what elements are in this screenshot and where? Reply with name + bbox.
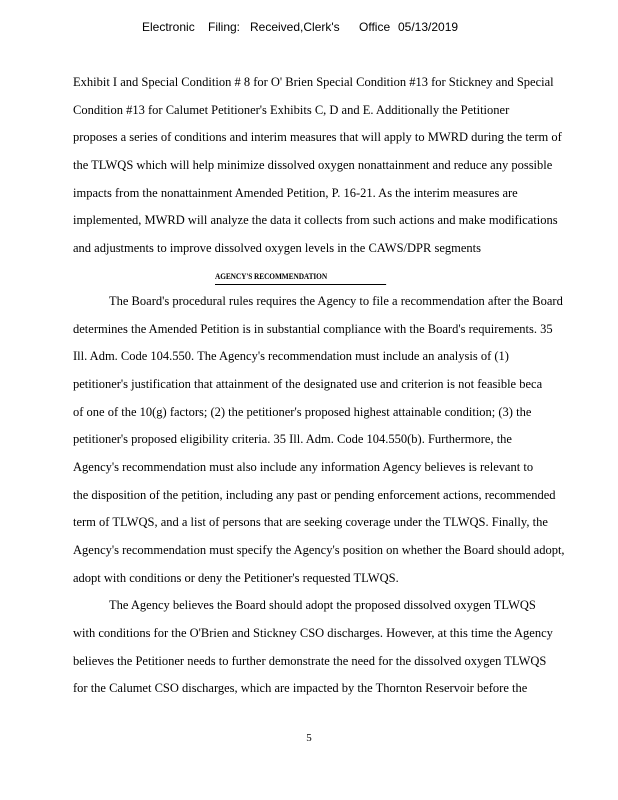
- text-line: Condition #13 for Calumet Petitioner's Exhibits C, D and E. Additionally the Petitioner: [73, 102, 510, 117]
- text-line: of one of the 10(g) factors; (2) the petitioner's proposed highest attainable condition; (3) the: [73, 404, 532, 419]
- text-line: term of TLWQS, and a list of persons that are seeking coverage under the TLWQS. Finally, the: [73, 515, 548, 530]
- section-heading-text: AGENCY'S RECOMMENDATION: [215, 271, 386, 285]
- header-electronic: Electronic: [142, 20, 195, 34]
- text-line: Exhibit I and Special Condition # 8 for O' Brien Special Condition #13 for Stickney and Special: [73, 75, 554, 89]
- text-line: petitioner's justification that attainment of the designated use and criterion is not feasible beca: [73, 376, 543, 391]
- text-line: with conditions for the O'Brien and Stickney CSO discharges. However, at this time the Agency: [73, 626, 553, 641]
- text-line: petitioner's proposed eligibility criteria. 35 Ill. Adm. Code 104.550(b). Furthermore, the: [73, 432, 512, 447]
- text-line: proposes a series of conditions and interim measures that will apply to MWRD during the term of: [73, 130, 562, 145]
- text-line: determines the Amended Petition is in substantial compliance with the Board's requirements. 35: [73, 321, 553, 336]
- text-line: believes the Petitioner needs to further demonstrate the need for the dissolved oxygen TLWQS: [73, 653, 547, 668]
- header-office: Office: [359, 20, 391, 34]
- header-filing: Filing:: [208, 20, 241, 34]
- text-line: the disposition of the petition, including any past or pending enforcement actions, recommended: [73, 487, 556, 502]
- text-line: The Board's procedural rules requires the Agency to file a recommendation after the Board: [109, 293, 563, 308]
- text-line: The Agency believes the Board should adopt the proposed dissolved oxygen TLWQS: [109, 598, 536, 613]
- paragraph-procedural-rules: [73, 288, 603, 593]
- text-line: implemented, MWRD will analyze the data it collects from such actions and make modifications: [73, 213, 558, 228]
- header-received: Received,Clerk's: [250, 20, 340, 34]
- page-number: 5: [306, 732, 312, 744]
- document-body: [73, 69, 603, 703]
- text-line: adopt with conditions or deny the Petitioner's requested TLWQS.: [73, 570, 399, 585]
- text-line: Agency's recommendation must also include any information Agency believes is relevant to: [73, 459, 534, 474]
- text-line: Agency's recommendation must specify the Agency's position on whether the Board should adopt,: [73, 543, 565, 557]
- section-heading: [73, 263, 603, 288]
- text-line: the TLWQS which will help minimize dissolved oxygen nonattainment and reduce any possible: [73, 158, 553, 173]
- text-line: and adjustments to improve dissolved oxygen levels in the CAWS/DPR segments: [73, 241, 481, 256]
- text-line: for the Calumet CSO discharges, which are impacted by the Thornton Reservoir before the: [73, 681, 528, 696]
- header-date: 05/13/2019: [398, 20, 459, 34]
- paragraph-conditions: [73, 69, 603, 263]
- paragraph-agency-position: [73, 592, 603, 703]
- text-line: Ill. Adm. Code 104.550. The Agency's recommendation must include an analysis of (1): [73, 349, 509, 364]
- text-line: impacts from the nonattainment Amended Petition, P. 16-21. As the interim measures are: [73, 185, 518, 200]
